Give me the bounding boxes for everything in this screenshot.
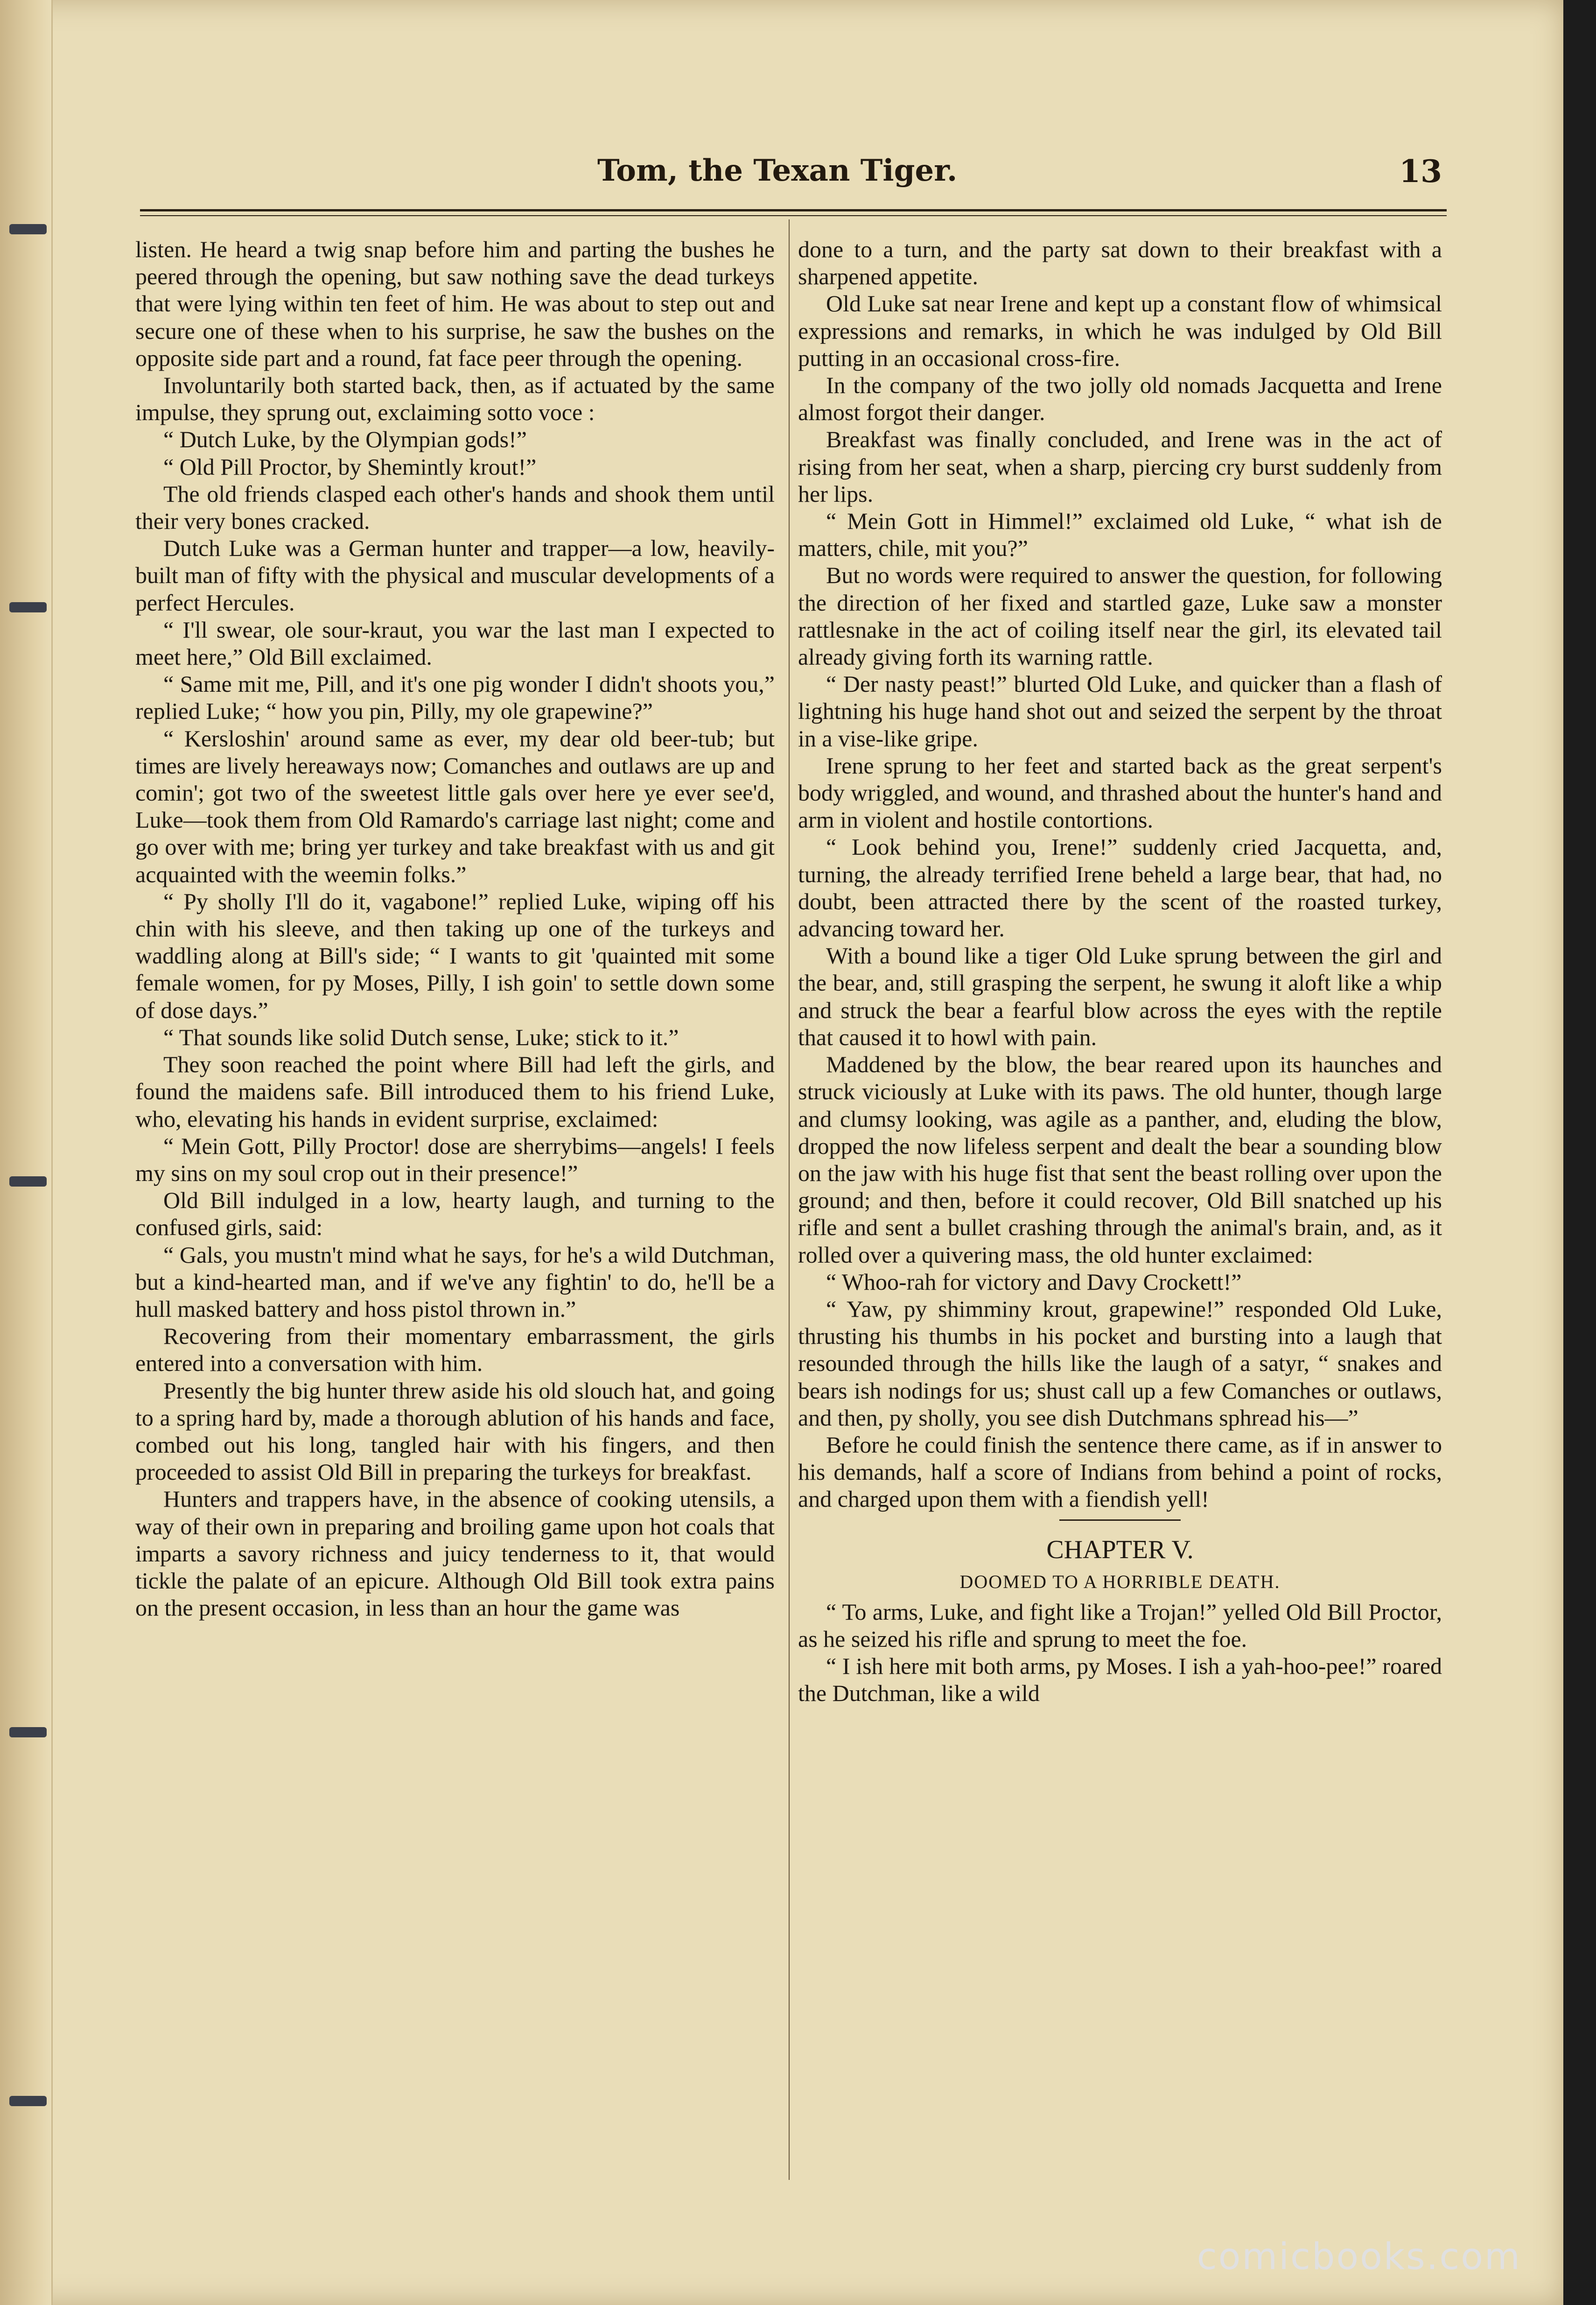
binding-stitch [9, 1727, 47, 1737]
page-spine [0, 0, 53, 2305]
binding-stitch [9, 602, 47, 612]
paragraph: “ That sounds like solid Dutch sense, Luke; stick to it.” [163, 1024, 679, 1050]
paragraph: Maddened by the blow, the bear reared upon its haunches and struck viciously at Luke with its paws. The old hunter, though large and clumsy looking, was agile as a panther, and, eluding the blow, dropped the now lifeless serpent and dealt the bear a sounding blow on the jaw with his huge fist that sent the beast rolling over upon the ground; and then, before it could recover, Old Bill snatched up his rifle and sent a bullet crashing through the animal's brain, and, as it rolled over a quivering mass, the old hunter exclaimed: [798, 1051, 1442, 1268]
paragraph: Hunters and trappers have, in the absence of cooking utensils, a way of their own in preparing and broiling game upon hot coals that imparts a savory richness and juicy tenderness to it, that would tickle the palate of an epicure. Although Old Bill took extra pains on the present occasion, in less than an hour the game was [135, 1486, 775, 1621]
paragraph: “ Der nasty peast!” blurted Old Luke, and quicker than a flash of lightning his huge hand shot out and seized the serpent by the throat in a vise-like gripe. [798, 671, 1442, 752]
page-number: 13 [1399, 153, 1442, 190]
right-column-bottom [798, 1598, 1442, 1707]
paragraph: listen. He heard a twig snap before him and parting the bushes he peered through the opening, but saw nothing save the dead turkeys that were lying within ten feet of him. He was about to step out and secure one of these when to his surprise, he saw the bushes on the opposite side part and a round, fat face peer through the opening. [135, 236, 775, 371]
paragraph: Dutch Luke was a German hunter and trapper—a low, heavily-built man of fifty with the physical and muscular developments of a perfect Hercules. [135, 535, 775, 616]
paragraph: “ Look behind you, Irene!” suddenly cried Jacquetta, and, turning, the already terrified Irene beheld a large bear, that had, no doubt, been attracted there by the scent of the roasted turkey, advancing toward her. [798, 834, 1442, 942]
column-divider [789, 219, 790, 2180]
header-rule [140, 209, 1447, 216]
paragraph: “ Whoo-rah for victory and Davy Crockett!” [826, 1268, 1242, 1295]
paragraph: Recovering from their momentary embarrassment, the girls entered into a conversation with him. [135, 1323, 775, 1377]
paragraph: Old Bill indulged in a low, hearty laugh, and turning to the confused girls, said: [135, 1187, 775, 1241]
right-column [798, 236, 1442, 1707]
paragraph: “ Mein Gott in Himmel!” exclaimed old Luke, “ what ish de matters, chile, mit you?” [798, 508, 1442, 562]
right-column-top [798, 236, 1442, 1513]
paragraph: But no words were required to answer the question, for following the direction of her fixed and startled gaze, Luke saw a monster rattlesnake in the act of coiling itself near the girl, its elevated tail already giving forth its warning rattle. [798, 562, 1442, 670]
paragraph: Breakfast was finally concluded, and Irene was in the act of rising from her seat, when a sharp, piercing cry burst suddenly from her lips. [798, 426, 1442, 507]
watermark-text: comicbooks.com [1197, 2236, 1521, 2278]
chapter-rule [1059, 1519, 1181, 1521]
paragraph: “ I ish here mit both arms, py Moses. I ish a yah-hoo-pee!” roared the Dutchman, like a wild [798, 1653, 1442, 1707]
paragraph: “ Yaw, py shimminy krout, grapewine!” responded Old Luke, thrusting his thumbs in his pocket and bursting into a laugh that resounded through the hills like the laugh of a satyr, “ snakes and bears ish nodings for us; shust call up a few Comanches or outlaws, and then, py sholly, you see dish Dutchmans sphread his—” [798, 1295, 1442, 1431]
paragraph: “ Old Pill Proctor, by Shemintly krout!” [163, 453, 537, 480]
paragraph: With a bound like a tiger Old Luke sprung between the girl and the bear, and, still grasping the serpent, he swung it aloft like a whip and struck the bear a fearful blow across the eyes with the reptile that caused it to howl with pain. [798, 942, 1442, 1050]
paragraph: Old Luke sat near Irene and kept up a constant flow of whimsical expressions and remarks, in which he was indulged by Old Bill putting in an occasional cross-fire. [798, 290, 1442, 371]
paragraph: “ Mein Gott, Pilly Proctor! dose are sherrybims—angels! I feels my sins on my soul crop out in their presence!” [135, 1132, 775, 1186]
paragraph: “ To arms, Luke, and fight like a Trojan!” yelled Old Bill Proctor, as he seized his rifle and sprung to meet the foe. [798, 1598, 1442, 1652]
paragraph: “ Kersloshin' around same as ever, my dear old beer-tub; but times are lively hereaways now; Comanches and outlaws are up and comin'; got two of the sweetest little gals over here ye ever see'd, Luke—took them from Old Ramardo's carriage last night; come and go over with me; bring yer turkey and take breakfast with us and git acquainted with the weemin folks.” [135, 725, 775, 887]
paragraph: “ Py sholly I'll do it, vagabone!” replied Luke, wiping off his chin with his sleeve, and then taking up one of the turkeys and waddling along at Bill's side; “ I wants to git 'quainted mit some female women, for py Moses, Pilly, I ish goin' to settle down some of dose days.” [135, 888, 775, 1023]
paragraph: The old friends clasped each other's hands and shook them until their very bones cracked. [135, 480, 775, 534]
paragraph: Presently the big hunter threw aside his old slouch hat, and going to a spring hard by, made a thorough ablution of his hands and face, combed out his long, tangled hair with his fingers, and then proceeded to assist Old Bill in preparing the turkeys for breakfast. [135, 1377, 775, 1485]
paragraph: Before he could finish the sentence there came, as if in answer to his demands, half a score of Indians from behind a point of rocks, and charged upon them with a fiendish yell! [798, 1431, 1442, 1512]
binding-stitch [9, 224, 47, 234]
chapter-heading: CHAPTER V. [1046, 1535, 1194, 1564]
left-column [135, 236, 775, 1621]
binding-stitch [9, 1176, 47, 1187]
paragraph: “ Dutch Luke, by the Olympian gods!” [163, 426, 527, 453]
paragraph: done to a turn, and the party sat down to their breakfast with a sharpened appetite. [798, 236, 1442, 290]
paragraph: They soon reached the point where Bill had left the girls, and found the maidens safe. Bill introduced them to his friend Luke, who, elevating his hands in evident surprise, exclaimed: [135, 1051, 775, 1132]
paragraph: Irene sprung to her feet and started back as the great serpent's body wriggled, and wound, and thrashed about the hunter's hand and arm in violent and hostile contortions. [798, 752, 1442, 833]
chapter-subtitle: DOOMED TO A HORRIBLE DEATH. [959, 1571, 1281, 1592]
paragraph: Involuntarily both started back, then, as if actuated by the same impulse, they sprung out, exclaiming sotto voce : [135, 372, 775, 426]
paragraph: “ I'll swear, ole sour-kraut, you war the last man I expected to meet here,” Old Bill exclaimed. [135, 616, 775, 670]
paragraph: “ Same mit me, Pill, and it's one pig wonder I didn't shoots you,” replied Luke; “ how you pin, Pilly, my ole grapewine?” [135, 671, 775, 724]
binding-stitch [9, 2096, 47, 2106]
paragraph: “ Gals, you mustn't mind what he says, for he's a wild Dutchman, but a kind-hearted man, and if we've any fightin' to do, he'll be a hull masked battery and hoss pistol thrown in.” [135, 1241, 775, 1322]
paragraph: In the company of the two jolly old nomads Jacquetta and Irene almost forgot their danger. [798, 372, 1442, 426]
page-header [145, 148, 1451, 200]
running-title: Tom, the Texan Tiger. [597, 153, 958, 188]
